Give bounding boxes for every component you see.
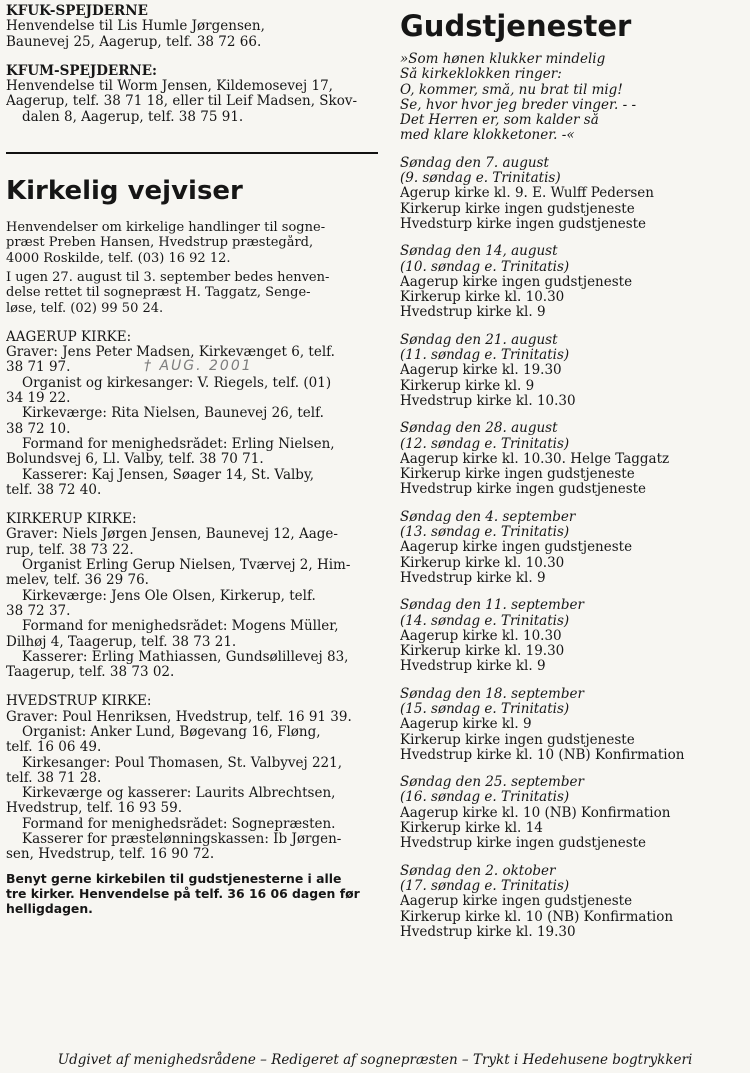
hvedstrup-line: sen, Hvedstrup, telf. 16 90 72. <box>6 847 215 863</box>
service-list <box>400 156 745 940</box>
hvedstrup-section <box>6 694 378 862</box>
poem-line: »Som hønen klukker mindelig <box>400 52 606 67</box>
intro-line: delse rettet til sognepræst H. Taggatz, Senge- <box>6 285 311 301</box>
hvedstrup-line: telf. 38 71 28. <box>6 770 102 786</box>
kirkerup-line: melev, telf. 36 29 76. <box>6 573 149 589</box>
intro-line: præst Preben Hansen, Hvedstrup præstegård, <box>6 235 314 251</box>
service-block <box>400 775 745 851</box>
service-line: Hvedstrup kirke ingen gudstjeneste <box>400 482 647 498</box>
kfum-heading: KFUM-SPEJDERNE: <box>6 63 158 79</box>
aagerup-line: Graver: Jens Peter Madsen, Kirkevænget 6, telf. <box>6 345 335 361</box>
intro-line: I ugen 27. august til 3. september bedes henven- <box>6 269 330 285</box>
service-block <box>400 333 745 409</box>
hvedstrup-line: Kirkesanger: Poul Thomasen, St. Valbyvej 221, <box>22 755 343 771</box>
kirkerup-line: Organist Erling Gerup Nielsen, Tværvej 2, Him- <box>22 558 351 574</box>
intro-line: Henvendelser om kirkelige handlinger til sogne- <box>6 220 326 236</box>
service-line: Aagerup kirke kl. 10.30. Helge Taggatz <box>400 451 670 467</box>
service-date: Søndag den 25. september <box>400 775 584 791</box>
hvedstrup-line: telf. 16 06 49. <box>6 740 102 756</box>
kirkebil-notice <box>6 871 378 917</box>
service-sunday: (13. søndag e. Trinitatis) <box>400 525 570 541</box>
poem-line: O, kommer, små, nu brat til mig! <box>400 82 623 98</box>
service-line: Hvedstrup kirke kl. 10.30 <box>400 393 576 409</box>
notice-line: helligdagen. <box>6 901 93 917</box>
service-line: Kirkerup kirke kl. 19.30 <box>400 643 565 660</box>
notice-line: Benyt gerne kirkebilen til gudstjenesterne i alle <box>6 870 342 886</box>
vejviser-title: Kirkelig vejviser <box>6 176 243 207</box>
service-line: Kirkerup kirke kl. 14 <box>400 820 543 837</box>
hvedstrup-heading: HVEDSTRUP KIRKE: <box>6 694 152 710</box>
service-line: Aagerup kirke kl. 9 <box>400 717 532 733</box>
service-line: Kirkerup kirke kl. 10.30 <box>400 289 565 306</box>
intro-line: 4000 Roskilde, telf. (03) 16 92 12. <box>6 250 231 266</box>
kfuk-section <box>6 4 378 50</box>
service-sunday: (12. søndag e. Trinitatis) <box>400 436 570 452</box>
service-line: Kirkerup kirke ingen gudstjeneste <box>400 201 635 217</box>
aagerup-line: 38 71 97. <box>6 360 71 376</box>
kirkerup-line: Kirkeværge: Jens Ole Olsen, Kirkerup, telf. <box>22 588 316 604</box>
gudstjenester-title: Gudstjenester <box>400 9 632 43</box>
service-sunday: (15. søndag e. Trinitatis) <box>400 701 570 717</box>
service-date: Søndag den 21. august <box>400 332 558 348</box>
kirkerup-line: Formand for menighedsrådet: Mogens Müller, <box>22 619 339 635</box>
service-sunday: (14. søndag e. Trinitatis) <box>400 613 570 629</box>
service-line: Hvedstrup kirke kl. 9 <box>400 659 546 675</box>
service-line: Kirkerup kirke ingen gudstjeneste <box>400 467 635 483</box>
aagerup-line: telf. 38 72 40. <box>6 482 102 498</box>
poem-line: Se, hvor hvor jeg breder vinger. - - <box>400 97 637 113</box>
service-line: Kirkerup kirke ingen gudstjeneste <box>400 732 635 748</box>
service-line: Agerup kirke kl. 9. E. Wulff Pedersen <box>400 186 654 202</box>
service-date: Søndag den 7. august <box>400 155 549 171</box>
service-line: Hvedsturp kirke ingen gudstjeneste <box>400 216 647 232</box>
service-sunday: (10. søndag e. Trinitatis) <box>400 259 570 275</box>
service-block <box>400 598 745 674</box>
aagerup-section <box>6 330 378 498</box>
service-line: Aagerup kirke ingen gudstjeneste <box>400 540 633 556</box>
section-divider <box>6 152 378 154</box>
intro-line: løse, telf. (02) 99 50 24. <box>6 300 164 316</box>
kirkerup-line: rup, telf. 38 73 22. <box>6 542 134 558</box>
aagerup-line: 38 72 10. <box>6 421 71 437</box>
service-line: Aagerup kirke ingen gudstjeneste <box>400 274 633 290</box>
aagerup-line: 34 19 22. <box>6 391 71 407</box>
aagerup-line: Bolundsvej 6, Ll. Valby, telf. 38 70 71. <box>6 452 264 468</box>
service-sunday: (11. søndag e. Trinitatis) <box>400 348 570 364</box>
service-block <box>400 864 745 940</box>
hvedstrup-line: Graver: Poul Henriksen, Hvedstrup, telf. 16 91 39. <box>6 709 352 725</box>
service-date: Søndag den 18. september <box>400 686 584 702</box>
kirkerup-line: Kasserer: Erling Mathiassen, Gundsølillevej 83, <box>22 649 349 665</box>
hvedstrup-line: Hvedstrup, telf. 16 93 59. <box>6 801 182 817</box>
service-line: Kirkerup kirke kl. 10 (NB) Konfirmation <box>400 909 674 925</box>
hvedstrup-line: Kasserer for præstelønningskassen: Ib Jørgen- <box>22 832 342 848</box>
service-block <box>400 421 745 497</box>
aagerup-line: Formand for menighedsrådet: Erling Nielsen, <box>22 436 335 452</box>
service-block <box>400 156 745 232</box>
kfuk-heading: KFUK-SPEJDERNE <box>6 4 148 19</box>
service-line: Kirkerup kirke kl. 10.30 <box>400 554 565 571</box>
footer-credits: Udgivet af menighedsrådene – Redigeret af sognepræsten – Trykt i Hedehusene bogtrykkeri <box>57 1052 693 1068</box>
kfum-line: dalen 8, Aagerup, telf. 38 75 91. <box>22 109 244 125</box>
service-line: Aagerup kirke ingen gudstjeneste <box>400 894 633 910</box>
service-block <box>400 687 745 763</box>
poem-line: Det Herren er, som kalder så <box>400 113 599 129</box>
service-sunday: (16. søndag e. Trinitatis) <box>400 790 570 806</box>
service-date: Søndag den 28. august <box>400 421 558 437</box>
service-line: Hvedstrup kirke ingen gudstjeneste <box>400 836 647 852</box>
service-sunday: (9. søndag e. Trinitatis) <box>400 171 561 187</box>
service-date: Søndag den 2. oktober <box>400 863 556 879</box>
service-line: Hvedstrup kirke kl. 10 (NB) Konfirmation <box>400 747 685 763</box>
notice-line: tre kirker. Henvendelse på telf. 36 16 06 dagen før <box>6 885 360 901</box>
kfum-section <box>6 64 378 125</box>
service-block <box>400 510 745 586</box>
service-line: Hvedstrup kirke kl. 19.30 <box>400 924 576 940</box>
kirkerup-line: Graver: Niels Jørgen Jensen, Baunevej 12, Aage- <box>6 527 338 543</box>
service-line: Aagerup kirke kl. 10.30 <box>400 628 562 644</box>
service-line: Kirkerup kirke kl. 9 <box>400 377 535 394</box>
aagerup-heading: AAGERUP KIRKE: <box>6 329 132 345</box>
hvedstrup-line: Organist: Anker Lund, Bøgevang 16, Fløng, <box>22 724 321 740</box>
kirkerup-line: 38 72 37. <box>6 603 71 619</box>
poem-line: med klare klokketoner. -« <box>400 128 575 144</box>
service-line: Aagerup kirke kl. 10 (NB) Konfirmation <box>400 805 671 821</box>
service-line: Aagerup kirke kl. 19.30 <box>400 363 562 379</box>
hvedstrup-line: Formand for menighedsrådet: Sognepræsten. <box>22 816 336 832</box>
kfuk-line: Baunevej 25, Aagerup, telf. 38 72 66. <box>6 34 262 50</box>
handwritten-note: † AUG. 2001 <box>144 357 253 374</box>
service-line: Hvedstrup kirke kl. 9 <box>400 305 546 321</box>
kirkerup-line: Taagerup, telf. 38 73 02. <box>6 665 175 681</box>
kirkerup-heading: KIRKERUP KIRKE: <box>6 512 137 528</box>
kfuk-line: Henvendelse til Lis Humle Jørgensen, <box>6 19 265 35</box>
kfum-line: Aagerup, telf. 38 71 18, eller til Leif Madsen, Skov- <box>6 94 358 110</box>
kfum-line: Henvendelse til Worm Jensen, Kildemosevej 17, <box>6 79 333 95</box>
kirkerup-section <box>6 512 378 680</box>
service-date: Søndag den 14, august <box>400 244 558 260</box>
service-date: Søndag den 4. september <box>400 509 576 525</box>
aagerup-line: Kasserer: Kaj Jensen, Søager 14, St. Valby, <box>22 467 315 483</box>
kirkerup-line: Dilhøj 4, Taagerup, telf. 38 73 21. <box>6 634 237 650</box>
poem-line: Så kirkeklokken ringer: <box>400 67 562 83</box>
vejviser-intro <box>6 220 378 316</box>
service-line: Hvedstrup kirke kl. 9 <box>400 570 546 586</box>
poem <box>400 52 745 144</box>
aagerup-line: Kirkeværge: Rita Nielsen, Baunevej 26, telf. <box>22 406 324 422</box>
right-column <box>400 4 745 940</box>
service-date: Søndag den 11. september <box>400 598 584 614</box>
service-block <box>400 244 745 320</box>
left-column <box>6 4 378 917</box>
hvedstrup-line: Kirkeværge og kasserer: Laurits Albrechtsen, <box>22 786 336 802</box>
service-sunday: (17. søndag e. Trinitatis) <box>400 878 570 894</box>
aagerup-line: Organist og kirkesanger: V. Riegels, telf. (01) <box>22 375 332 391</box>
